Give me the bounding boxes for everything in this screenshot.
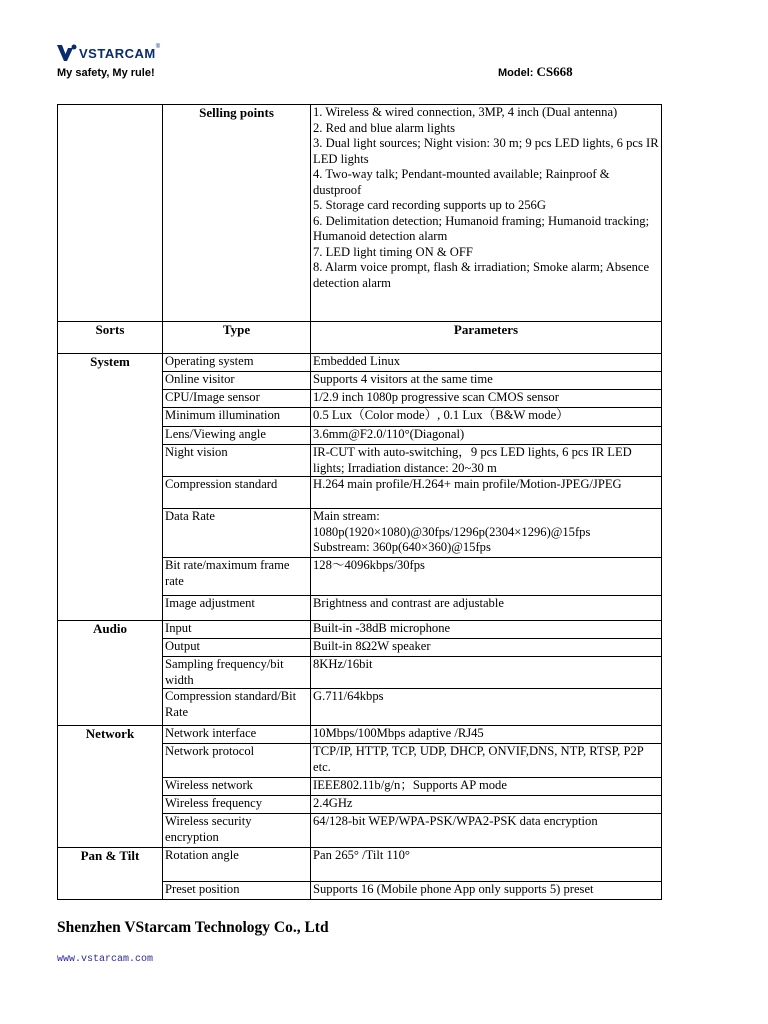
slogan: My safety, My rule! — [57, 67, 155, 79]
selling-point: 3. Dual light sources; Night vision: 30 m; 9 pcs LED lights, 6 pcs IR LED lights — [313, 136, 659, 166]
header-sorts: Sorts — [58, 322, 163, 354]
param-cell: Brightness and contrast are adjustable — [311, 596, 662, 621]
empty-cell — [58, 105, 163, 322]
company-name: Shenzhen VStarcam Technology Co., Ltd — [57, 919, 329, 936]
type-cell: Preset position — [163, 882, 311, 900]
param-cell: IR-CUT with auto-switching，9 pcs LED lights, 6 pcs IR LED lights; Irradiation distance: 20~30 m — [311, 445, 662, 477]
selling-point: 2. Red and blue alarm lights — [313, 120, 455, 135]
selling-point: 4. Two-way talk; Pendant-mounted available; Rainproof & dustproof — [313, 167, 610, 197]
type-cell: Wireless security encryption — [163, 814, 311, 848]
sort-pan-tilt: Pan & Tilt — [58, 848, 163, 900]
type-cell: Image adjustment — [163, 596, 311, 621]
param-cell: H.264 main profile/H.264+ main profile/Motion-JPEG/JPEG — [311, 477, 662, 509]
type-cell: Operating system — [163, 354, 311, 372]
type-cell: Night vision — [163, 445, 311, 477]
type-cell: Input — [163, 621, 311, 639]
param-cell: 0.5 Lux（Color mode）, 0.1 Lux（B&W mode） — [311, 408, 662, 427]
header-type: Type — [163, 322, 311, 354]
type-cell: CPU/Image sensor — [163, 390, 311, 408]
table-row — [58, 621, 662, 639]
type-cell: Network protocol — [163, 744, 311, 778]
type-cell: Wireless network — [163, 778, 311, 796]
param-cell: 2.4GHz — [311, 796, 662, 814]
model-label: Model: — [498, 67, 534, 79]
data-rate-sub: Substream: 360p(640×360)@15fps — [313, 540, 491, 554]
sort-system: System — [58, 354, 163, 621]
param-cell: 1/2.9 inch 1080p progressive scan CMOS sensor — [311, 390, 662, 408]
param-cell: 64/128-bit WEP/WPA-PSK/WPA2-PSK data encryption — [311, 814, 662, 848]
param-cell: Supports 4 visitors at the same time — [311, 372, 662, 390]
header-parameters: Parameters — [311, 322, 662, 354]
param-cell: 128～4096kbps/30fps — [311, 558, 662, 596]
type-cell: Lens/Viewing angle — [163, 427, 311, 445]
type-cell: Wireless frequency — [163, 796, 311, 814]
table-row — [58, 726, 662, 744]
param-cell: Embedded Linux — [311, 354, 662, 372]
type-cell: Rotation angle — [163, 848, 311, 882]
type-cell: Compression standard — [163, 477, 311, 509]
selling-point: 1. Wireless & wired connection, 3MP, 4 inch (Dual antenna) — [313, 105, 618, 119]
param-cell: 10Mbps/100Mbps adaptive /RJ45 — [311, 726, 662, 744]
data-rate-main: Main stream: 1080p(1920×1080)@30fps/1296p(2304×1296)@15fps — [313, 509, 591, 539]
selling-points-label: Selling points — [163, 105, 311, 322]
selling-point: 6. Delimitation detection; Humanoid framing; Humanoid tracking; Humanoid detection alarm — [313, 213, 650, 243]
selling-point: 5. Storage card recording supports up to 256G — [313, 198, 546, 212]
param-cell: Built-in -38dB microphone — [311, 621, 662, 639]
table-row — [58, 848, 662, 882]
selling-points-row — [58, 105, 662, 322]
selling-point: 8. Alarm voice prompt, flash & irradiation; Smoke alarm; Absence detection alarm — [313, 260, 650, 290]
param-cell: 8KHz/16bit — [311, 657, 662, 689]
type-cell: Online visitor — [163, 372, 311, 390]
type-cell: Compression standard/Bit Rate — [163, 689, 311, 726]
param-cell: Pan 265° /Tilt 110° — [311, 848, 662, 882]
sort-audio: Audio — [58, 621, 163, 726]
spec-table — [57, 104, 662, 900]
model-value: CS668 — [536, 64, 573, 79]
type-cell: Bit rate/maximum frame rate — [163, 558, 311, 596]
param-cell — [311, 509, 662, 558]
param-cell: G.711/64kbps — [311, 689, 662, 726]
brand-name: VSTARCAM — [79, 45, 156, 61]
type-cell: Network interface — [163, 726, 311, 744]
param-cell: 3.6mm@F2.0/110°(Diagonal) — [311, 427, 662, 445]
selling-point: 7. LED light timing ON & OFF — [313, 244, 473, 259]
type-cell: Minimum illumination — [163, 408, 311, 427]
website-link[interactable]: www.vstarcam.com — [57, 954, 154, 965]
type-cell: Output — [163, 639, 311, 657]
model-line — [498, 64, 573, 80]
registered-mark-icon: ® — [155, 44, 161, 50]
param-cell: Built-in 8Ω2W speaker — [311, 639, 662, 657]
param-cell: TCP/IP, HTTP, TCP, UDP, DHCP, ONVIF,DNS, NTP, RTSP, P2P etc. — [311, 744, 662, 778]
type-cell: Data Rate — [163, 509, 311, 558]
header-row — [58, 322, 662, 354]
param-cell: Supports 16 (Mobile phone App only supports 5) preset — [311, 882, 662, 900]
sort-network: Network — [58, 726, 163, 848]
param-cell: IEEE802.11b/g/n；Supports AP mode — [311, 778, 662, 796]
selling-points-list — [311, 105, 662, 322]
brand-logo — [57, 42, 160, 64]
table-row — [58, 354, 662, 372]
brand-v-icon — [57, 44, 77, 62]
type-cell: Sampling frequency/bit width — [163, 657, 311, 689]
